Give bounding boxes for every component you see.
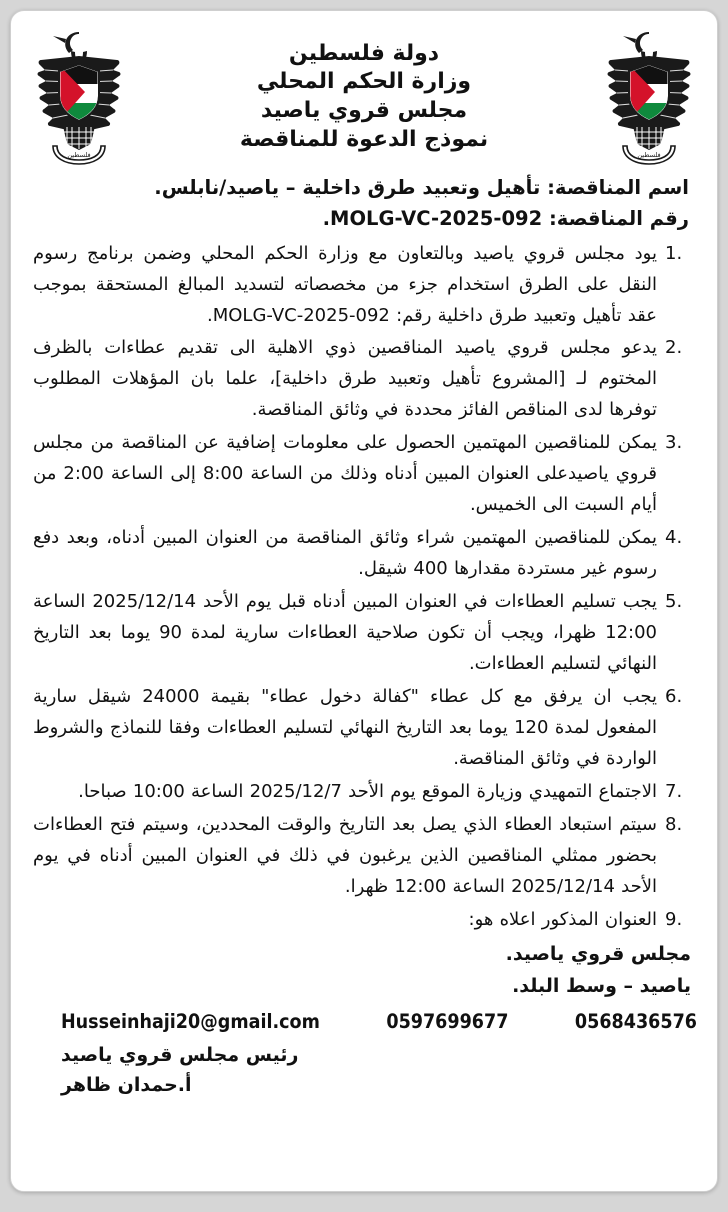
- clause-text: يمكن للمناقصين المهتمين الحصول على معلومات إضافية عن المناقصة من مجلس قروي ياصيدعلى العنوان المبين أدناه وذلك من الساعة 8:00 إلى الساعة 2:00 من أيام السبت الى الخميس.: [33, 432, 658, 516]
- tender-document-page: [10, 10, 718, 1192]
- header-line-council: مجلس قروي ياصيد: [260, 98, 468, 123]
- page-inner: [11, 11, 717, 1100]
- clause-list: [23, 239, 705, 936]
- clause-item: [33, 777, 691, 808]
- clause-item: [33, 587, 691, 680]
- svg-text:فلسطين: فلسطين: [637, 151, 661, 159]
- clause-number: 4.: [665, 527, 683, 549]
- phone-secondary[interactable]: 0597699677: [386, 1010, 509, 1034]
- clause-number: 8.: [665, 813, 683, 835]
- signature-block: [23, 1033, 705, 1100]
- clause-item: [33, 682, 691, 775]
- header-line-country: دولة فلسطين: [288, 40, 440, 66]
- clause-number: 3.: [665, 432, 683, 454]
- clause-number: 1.: [665, 242, 683, 264]
- header-line-form: نموذج الدعوة للمناقصة: [239, 126, 489, 152]
- signatory-name: أ.حمدان ظاهر: [61, 1073, 192, 1096]
- clause-text: يجب ان يرفق مع كل عطاء "كفالة دخول عطاء" بقيمة 24000 شيقل سارية المفعول لمدة 120 يوما بعد التاريخ النهائي لتسليم العطاءات وفقا للنماذج والشروط الواردة في وثائق المناقصة.: [33, 685, 657, 769]
- clause-text: سيتم استبعاد العطاء الذي يصل بعد التاريخ والوقت المحددين، وسيتم فتح العطاءات بحضور ممثلي المناقصين الذين يرغبون في ذلك في العنوان المبين أدناه في يوم الأحد 2025/12/14 الساعة 12:00 ظهرا.: [33, 813, 657, 897]
- coat-of-arms-icon-right: [603, 26, 695, 168]
- clause-text: يجب تسليم العطاءات في العنوان المبين أدناه قبل يوم الأحد 2025/12/14 الساعة 12:00 ظهرا، ويجب أن تكون صلاحية العطاءات سارية لمدة 90 يوما بعد التاريخ النهائي لتسليم العطاءات.: [33, 591, 657, 674]
- clause-number: 6.: [665, 685, 683, 707]
- contact-row: [23, 1002, 705, 1033]
- clause-number: 5.: [665, 591, 683, 613]
- document-header: [23, 19, 705, 171]
- clause-number: 9.: [665, 908, 683, 930]
- tender-number: رقم المناقصة: MOLG-VC-2025-092.: [322, 206, 689, 230]
- clause-item: [33, 905, 691, 936]
- clause-item: [33, 333, 691, 426]
- clause-item: [33, 239, 691, 332]
- email-address[interactable]: Husseinhaji20@gmail.com: [61, 1010, 320, 1034]
- clause-text: الاجتماع التمهيدي وزيارة الموقع يوم الأحد 2025/12/7 الساعة 10:00 صباحا.: [78, 780, 657, 802]
- tender-name: اسم المناقصة: تأهيل وتعبيد طرق داخلية – ياصيد/نابلس.: [154, 176, 689, 199]
- tender-title-block: [23, 171, 705, 239]
- address-line-council: مجلس قروي ياصيد.: [505, 942, 691, 965]
- clause-item: [33, 428, 691, 521]
- svg-text:فلسطين: فلسطين: [67, 151, 91, 159]
- clause-text: العنوان المذكور اعلاه هو:: [468, 908, 657, 930]
- header-line-ministry: وزارة الحكم المحلي: [256, 69, 472, 95]
- address-block: [23, 938, 705, 1003]
- clause-item: [33, 523, 691, 585]
- signatory-role: رئيس مجلس قروي ياصيد: [61, 1044, 299, 1067]
- clause-text: يود مجلس قروي ياصيد وبالتعاون مع وزارة الحكم المحلي وضمن برنامج رسوم النقل على الطرق استخدام جزء من مخصصاته لتسديد المبالغ المستحقة بموجب عقد تأهيل وتعبيد طرق داخلية رقم: MOLG-VC-2025-092.: [33, 242, 657, 326]
- header-title-block: [125, 40, 603, 154]
- clause-item: [33, 810, 691, 903]
- clause-text: يدعو مجلس قروي ياصيد المناقصين ذوي الاهلية الى تقديم عطاءات بالظرف المختوم لـ [المشروع تأهيل وتعبيد طرق داخلية]، علما بان المؤهلات المطلوب توفرها لدى المناقص الفائز محددة في وثائق المناقصة.: [33, 337, 657, 421]
- phone-primary[interactable]: 0568436576: [574, 1010, 697, 1034]
- clause-number: 2.: [665, 337, 683, 359]
- address-line-location: ياصيد – وسط البلد.: [512, 974, 691, 997]
- clause-text: يمكن للمناقصين المهتمين شراء وثائق المناقصة من العنوان المبين أدناه، وبعد دفع رسوم غير مستردة مقدارها 400 شيقل.: [33, 527, 657, 580]
- clause-number: 7.: [665, 780, 683, 802]
- coat-of-arms-icon-left: [33, 26, 125, 168]
